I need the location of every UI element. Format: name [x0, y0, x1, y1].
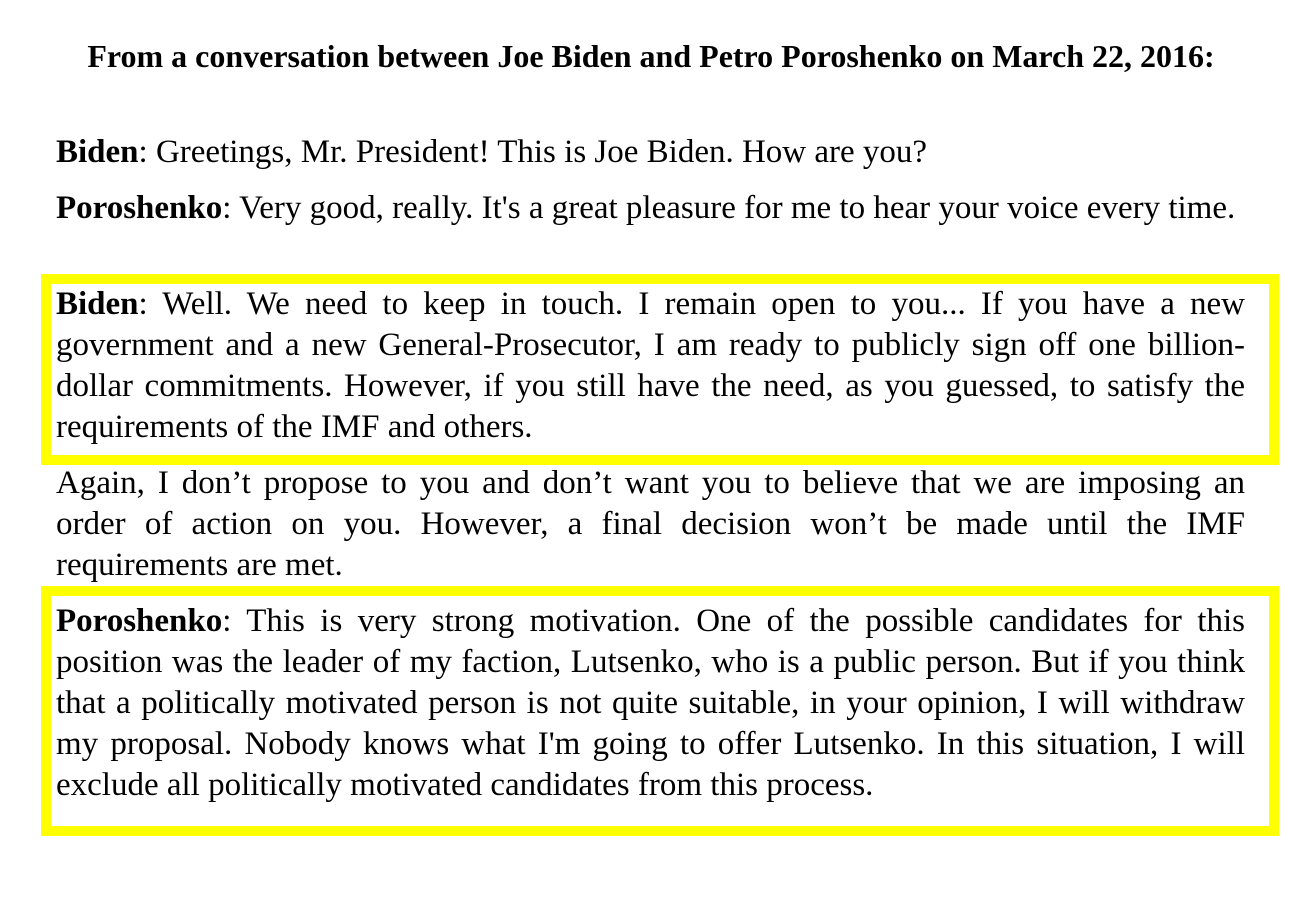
dialogue-paragraph-poroshenko-reply[interactable] — [56, 188, 1245, 229]
speaker-name: Biden — [56, 286, 139, 322]
dialogue-text: : This is very strong motivation. One of the possible candidates for this position was the leader of my faction, Lutsenko, who is a public person. But if you think that a politically motivated person is not quite suitable, in your opinion, I will withdraw my proposal. Nobody knows what I'm going to offer Lutsenko. In this situation, I will exclude all politically motivated candidates from this process. — [56, 603, 1245, 803]
dialogue-paragraph-biden-greeting[interactable] — [56, 132, 1245, 173]
dialogue-paragraph-biden-imf[interactable] — [56, 463, 1245, 586]
dialogue-paragraph-poroshenko-motivation[interactable] — [56, 601, 1245, 806]
speaker-name: Poroshenko — [56, 190, 223, 226]
dialogue-text: : Very good, really. It's a great pleasure for me to hear your voice every time. — [222, 190, 1236, 226]
speaker-name: Poroshenko — [56, 603, 223, 639]
dialogue-text: : Well. We need to keep in touch. I remain open to you... If you have a new government and a new General-Prosecutor, I am ready to publicly sign off one billion-dollar commitments. However, if you still have the need, as you guessed, to satisfy the requirements of the IMF and others. — [56, 286, 1245, 445]
document-title: From a conversation between Joe Biden and Petro Poroshenko on March 22, 2016: — [87, 38, 1215, 74]
dialogue-text: : Greetings, Mr. President! This is Joe Biden. How are you? — [138, 134, 928, 170]
dialogue-paragraph-biden-commitment[interactable] — [56, 284, 1245, 448]
dialogue-text: Again, I don’t propose to you and don’t want you to believe that we are imposing an order of action on you. However, a final decision won’t be made until the IMF requirements are met. — [56, 465, 1245, 583]
speaker-name: Biden — [56, 134, 139, 170]
